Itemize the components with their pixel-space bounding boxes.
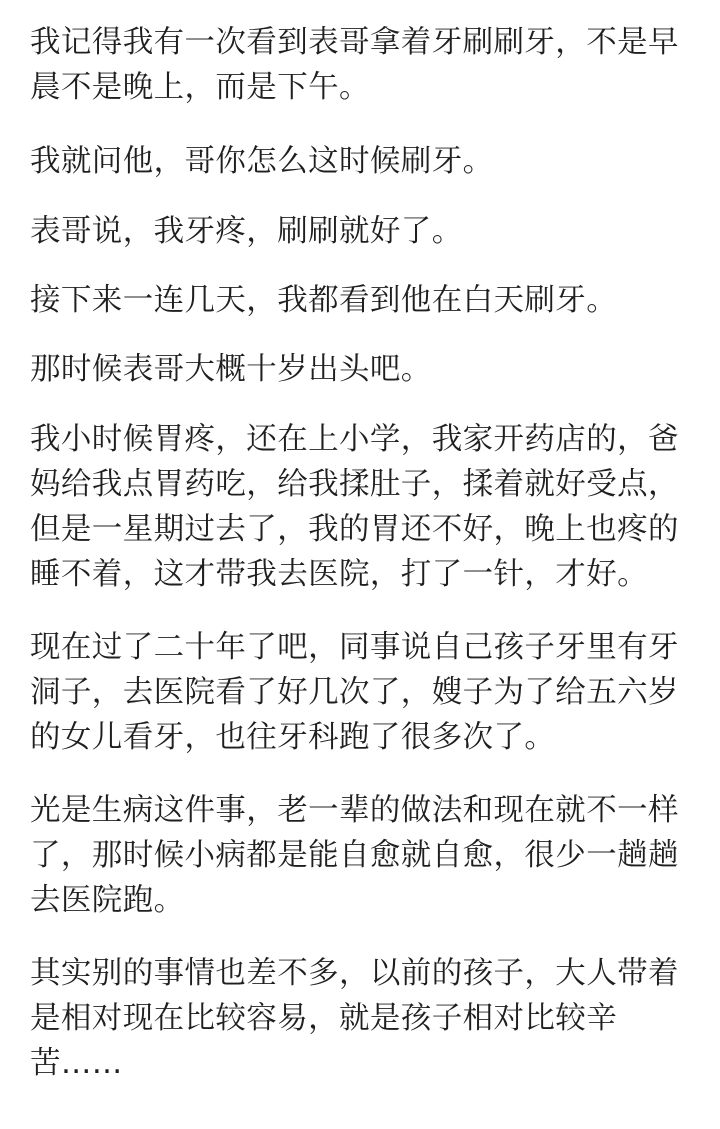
paragraph <box>30 347 432 392</box>
text-line: 晨不是晚上，而是下午。 <box>30 70 370 105</box>
text-line: 了，那时候小病都是能自愈就自愈，很少一趟趟 <box>30 838 679 873</box>
text-line: 表哥说，我牙疼，刷刷就好了。 <box>30 214 463 249</box>
paragraph <box>30 209 463 254</box>
text-line: 我就问他，哥你怎么这时候刷牙。 <box>30 144 494 179</box>
text-line: 洞子，去医院看了好几次了，嫂子为了给五六岁 <box>30 675 679 710</box>
text-line: 睡不着，这才带我去医院，打了一针，才好。 <box>30 557 648 592</box>
text-line: 苦…… <box>30 1046 123 1081</box>
text-line: 但是一星期过去了，我的胃还不好，晚上也疼的 <box>30 512 679 547</box>
paragraph <box>30 788 679 923</box>
text-line: 我记得我有一次看到表哥拿着牙刷刷牙，不是早 <box>30 25 679 60</box>
text-line: 那时候表哥大概十岁出头吧。 <box>30 352 432 387</box>
text-line: 我小时候胃疼，还在上小学，我家开药店的，爸 <box>30 422 679 457</box>
paragraph <box>30 951 679 1086</box>
text-line: 去医院跑。 <box>30 883 185 918</box>
text-line: 是相对现在比较容易，就是孩子相对比较辛 <box>30 1001 618 1036</box>
text-line: 接下来一连几天，我都看到他在白天刷牙。 <box>30 283 618 318</box>
text-line: 妈给我点胃药吃，给我揉肚子，揉着就好受点， <box>30 467 679 502</box>
paragraph <box>30 139 494 184</box>
paragraph <box>30 625 679 760</box>
text-line: 其实别的事情也差不多，以前的孩子，大人带着 <box>30 956 679 991</box>
text-line: 光是生病这件事，老一辈的做法和现在就不一样 <box>30 793 679 828</box>
paragraph <box>30 417 679 597</box>
paragraph <box>30 20 679 110</box>
text-line: 现在过了二十年了吧，同事说自己孩子牙里有牙 <box>30 630 679 665</box>
paragraph <box>30 278 617 323</box>
text-line: 的女儿看牙，也往牙科跑了很多次了。 <box>30 720 556 755</box>
